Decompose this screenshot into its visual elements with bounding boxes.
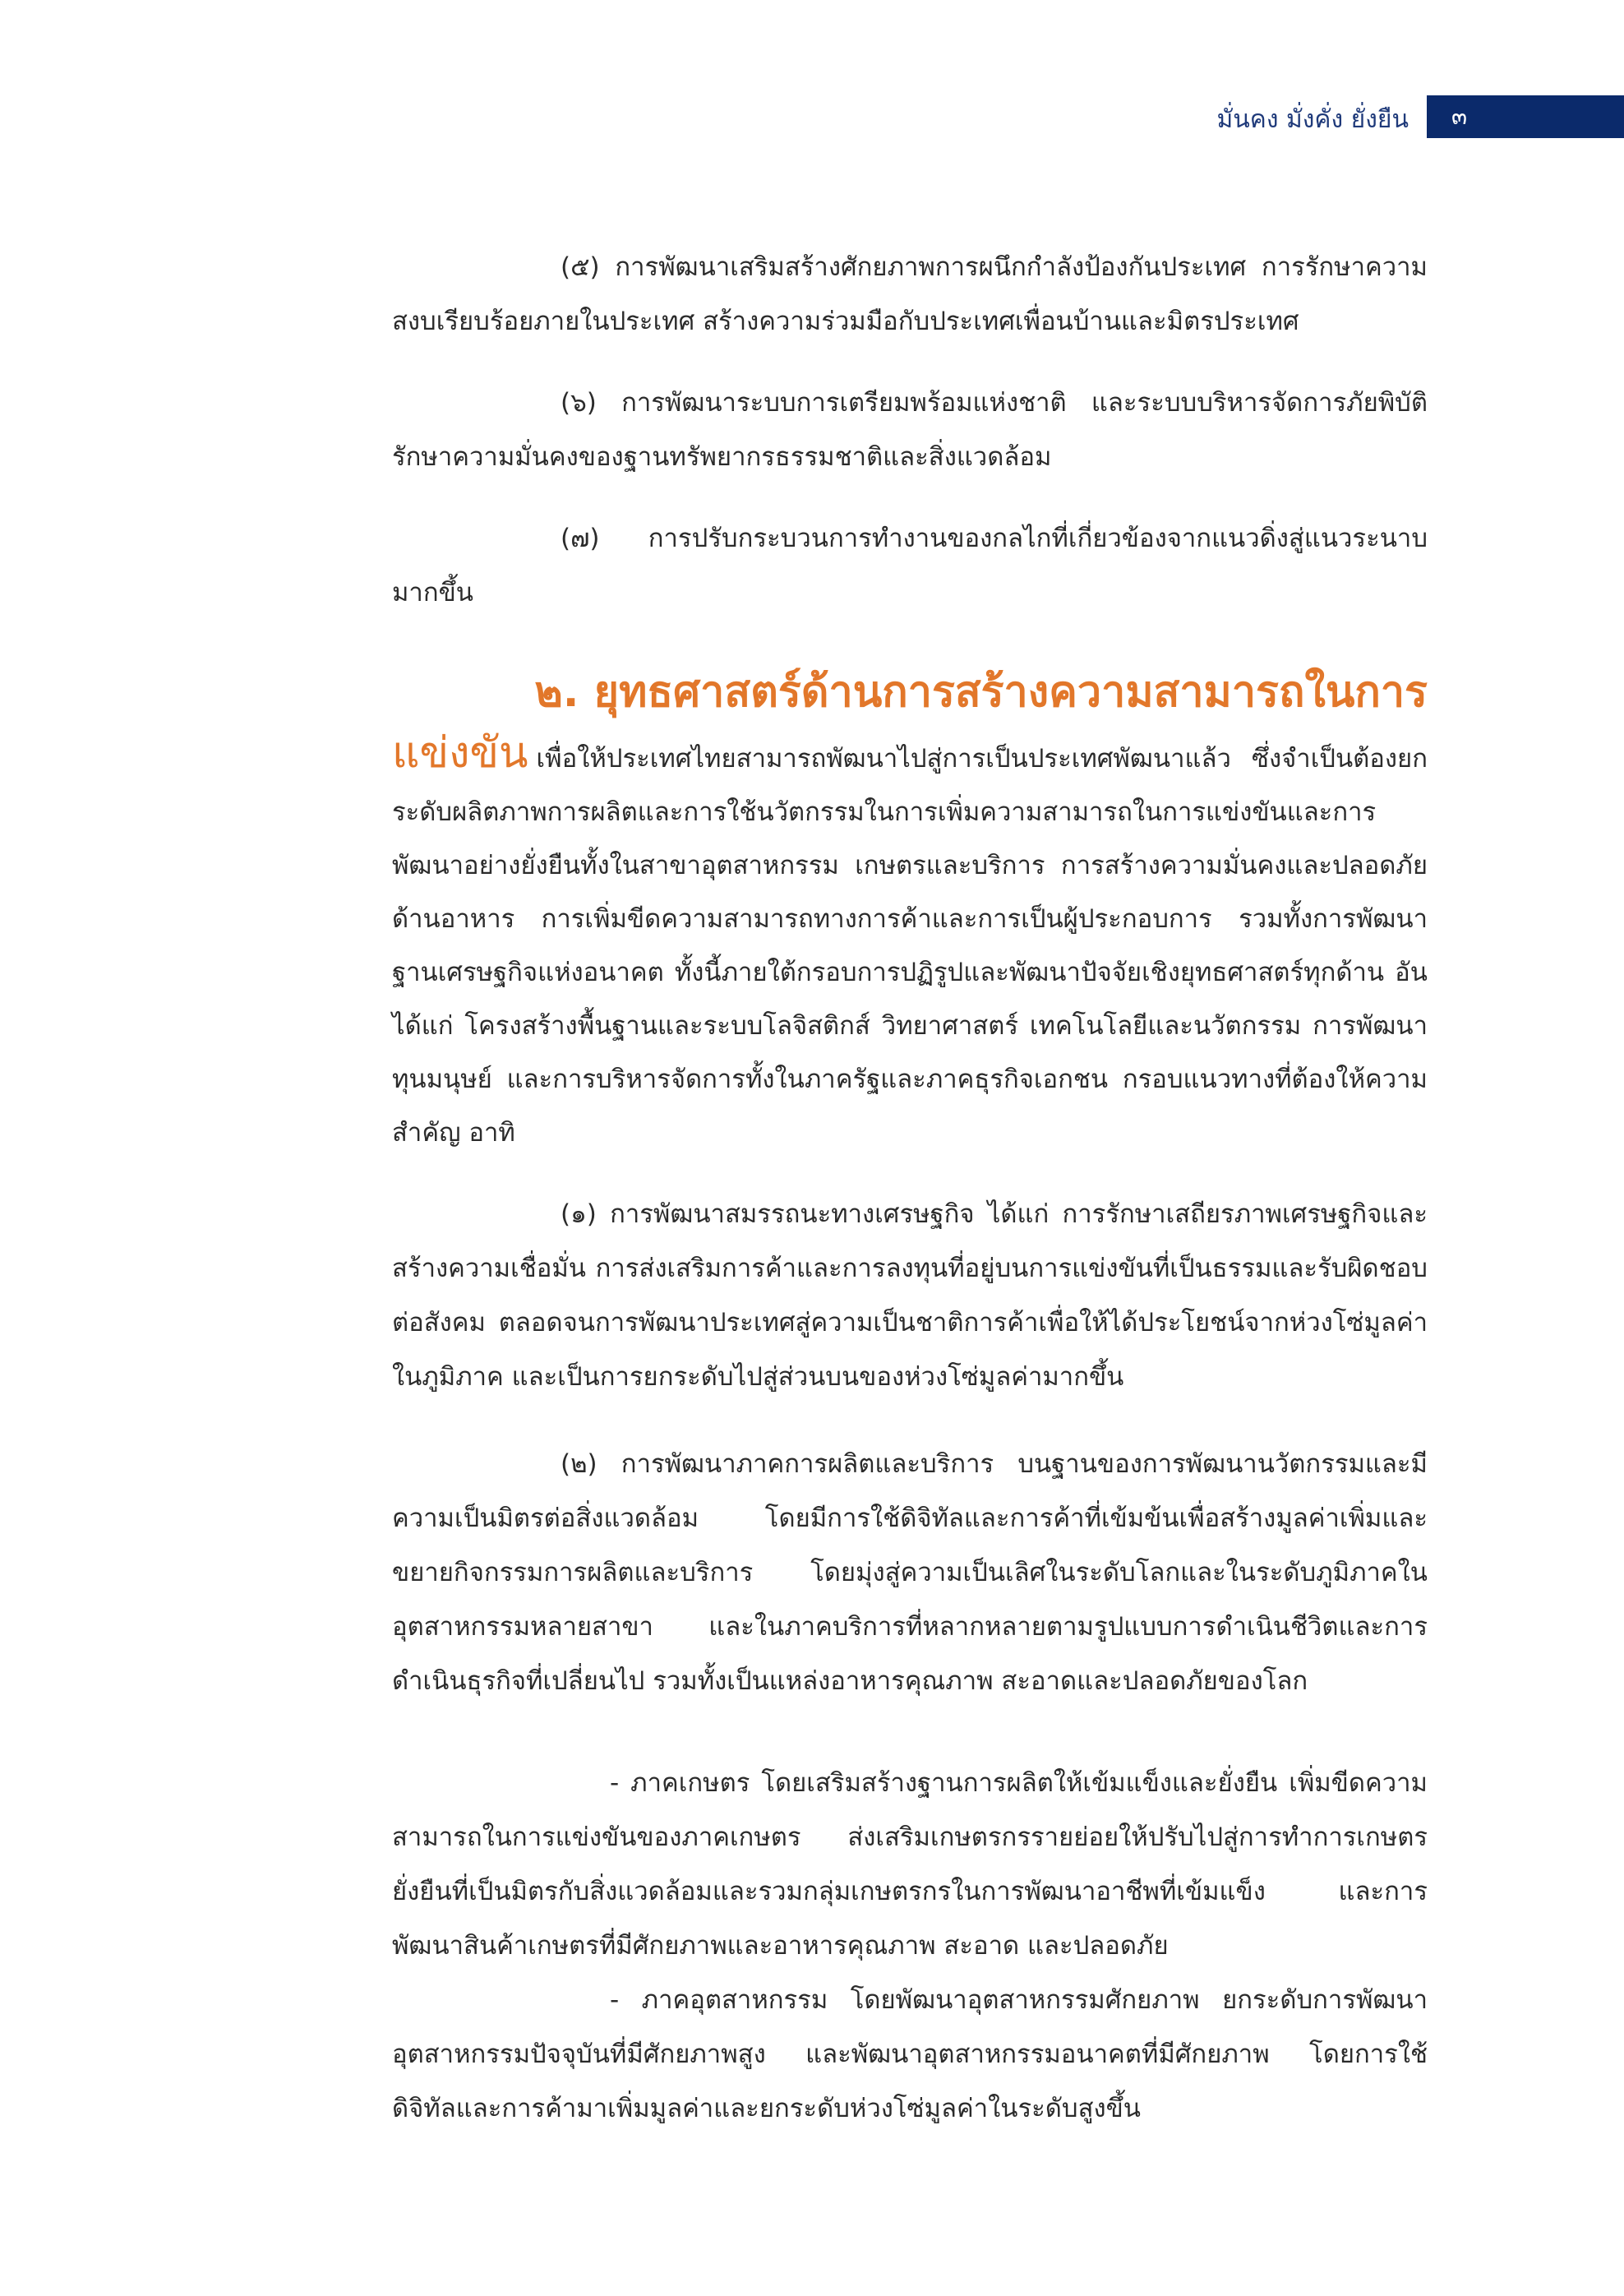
page-number: ๓ (1427, 95, 1624, 138)
document-body (392, 240, 1428, 2136)
section-2-intro (392, 727, 1428, 1160)
paragraph-item-7: (๗) การปรับกระบวนการทำงานของกลไกที่เกี่ยวข้องจากแนวดิ่งสู่แนวระนาบมากขึ้น (392, 524, 1428, 607)
paragraph-industry: - ภาคอุตสาหกรรม โดยพัฒนาอุตสาหกรรมศักยภาพ ยกระดับการพัฒนาอุตสาหกรรมปัจจุบันที่มีศักยภาพสูง และพัฒนาอุตสาหกรรมอนาคตที่มีศักยภาพ โดยการใช้ดิจิทัลและการค้ามาเพิ่มมูลค่าและยกระดับห่วงโซ่มูลค่าในระดับสูงขึ้น (392, 1985, 1428, 2123)
paragraph-agriculture: - ภาคเกษตร โดยเสริมสร้างฐานการผลิตให้เข้มแข็งและยั่งยืน เพิ่มขีดความสามารถในการแข่งขันของภาคเกษตร ส่งเสริมเกษตรกรรายย่อยให้ปรับไปสู่การทำการเกษตรยั่งยืนที่เป็นมิตรกับสิ่งแวดล้อมและรวมกลุ่มเกษตรกรในการพัฒนาอาชีพที่เข้มแข็ง และการพัฒนาสินค้าเกษตรที่มีศักยภาพและอาหารคุณภาพ สะอาด และปลอดภัย (392, 1768, 1428, 1961)
section-2-intro-text: เพื่อให้ประเทศไทยสามารถพัฒนาไปสู่การเป็นประเทศพัฒนาแล้ว ซึ่งจำเป็นต้องยกระดับผลิตภาพการผลิตและการใช้นวัตกรรมในการเพิ่มความสามารถในการแข่งขันและการพัฒนาอย่างยั่งยืนทั้งในสาขาอุตสาหกรรม เกษตรและบริการ การสร้างความมั่นคงและปลอดภัยด้านอาหาร การเพิ่มขีดความสามารถทางการค้าและการเป็นผู้ประกอบการ รวมทั้งการพัฒนาฐานเศรษฐกิจแห่งอนาคต ทั้งนี้ภายใต้กรอบการปฏิรูปและพัฒนาปัจจัยเชิงยุทธศาสตร์ทุกด้าน อันได้แก่ โครงสร้างพื้นฐานและระบบโลจิสติกส์ วิทยาศาสตร์ เทคโนโลยีและนวัตกรรม การพัฒนาทุนมนุษย์ และการบริหารจัดการทั้งในภาครัฐและภาคธุรกิจเอกชน กรอบแนวทางที่ต้องให้ความสำคัญ อาทิ (392, 744, 1428, 1148)
paragraph-section2-item-1: (๑) การพัฒนาสมรรถนะทางเศรษฐกิจ ได้แก่ การรักษาเสถียรภาพเศรษฐกิจและสร้างความเชื่อมั่น การส่งเสริมการค้าและการลงทุนที่อยู่บนการแข่งขันที่เป็นธรรมและรับผิดชอบต่อสังคม ตลอดจนการพัฒนาประเทศสู่ความเป็นชาติการค้าเพื่อให้ได้ประโยชน์จากห่วงโซ่มูลค่าในภูมิภาค และเป็นการยกระดับไปสู่ส่วนบนของห่วงโซ่มูลค่ามากขึ้น (392, 1199, 1428, 1392)
section-2-heading: ๒. ยุทธศาสตร์ด้านการสร้างความสามารถในการ (534, 668, 1428, 717)
paragraph-item-5: (๕) การพัฒนาเสริมสร้างศักยภาพการผนึกกำลังป้องกันประเทศ การรักษาความสงบเรียบร้อยภายในประเทศ สร้างความร่วมมือกับประเทศเพื่อนบ้านและมิตรประเทศ (392, 252, 1428, 336)
paragraph-item-6: (๖) การพัฒนาระบบการเตรียมพร้อมแห่งชาติ และระบบบริหารจัดการภัยพิบัติ รักษาความมั่นคงของฐานทรัพยากรธรรมชาติและสิ่งแวดล้อม (392, 388, 1428, 472)
section-2-heading-continuation: แข่งขัน (392, 728, 528, 778)
header-tagline: มั่นคง มั่งคั่ง ยั่งยืน (1216, 105, 1409, 134)
paragraph-section2-item-2: (๒) การพัฒนาภาคการผลิตและบริการ บนฐานของการพัฒนานวัตกรรมและมีความเป็นมิตรต่อสิ่งแวดล้อม โดยมีการใช้ดิจิทัลและการค้าที่เข้มข้นเพื่อสร้างมูลค่าเพิ่มและขยายกิจกรรมการผลิตและบริการ โดยมุ่งสู่ความเป็นเลิศในระดับโลกและในระดับภูมิภาคในอุตสาหกรรมหลายสาขา และในภาคบริการที่หลากหลายตามรูปแบบการดำเนินชีวิตและการดำเนินธุรกิจที่เปลี่ยนไป รวมทั้งเป็นแหล่งอาหารคุณภาพ สะอาดและปลอดภัยของโลก (392, 1449, 1428, 1696)
